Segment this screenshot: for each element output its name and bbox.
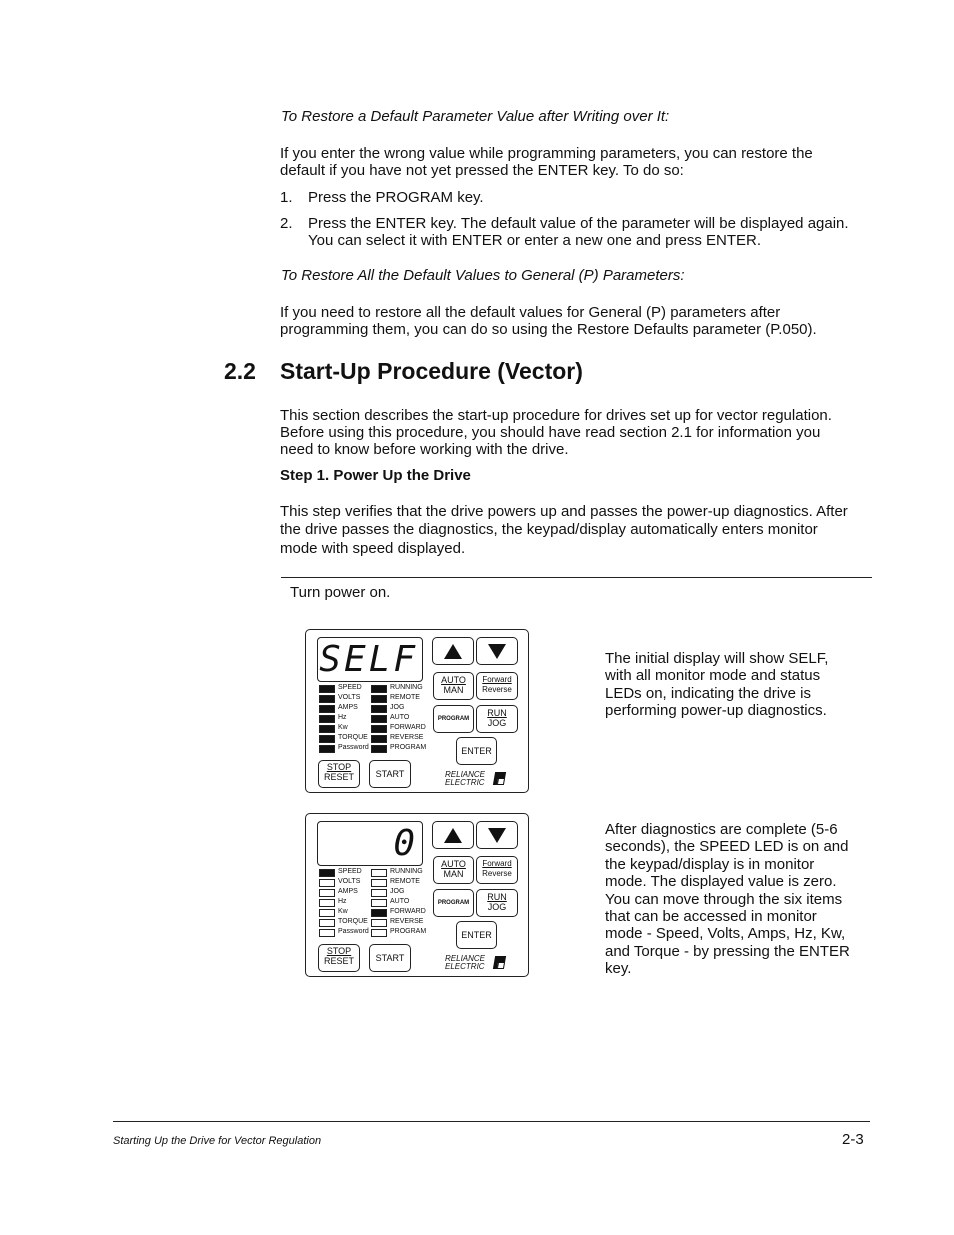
led-label: Password bbox=[338, 928, 369, 935]
logo-box-icon bbox=[497, 778, 505, 785]
led-label: VOLTS bbox=[338, 694, 361, 701]
list-number: 1. bbox=[280, 189, 293, 206]
logo-text: ELECTRIC bbox=[445, 778, 485, 787]
run-jog-button[interactable] bbox=[476, 705, 518, 733]
status-led bbox=[371, 879, 387, 887]
down-arrow-button[interactable] bbox=[476, 637, 518, 665]
led-label: FORWARD bbox=[390, 724, 426, 731]
intro-line: This section describes the start-up procedure for drives set up for vector regulation. bbox=[280, 407, 832, 424]
list-text: Press the ENTER key. The default value of the parameter will be displayed again. bbox=[308, 215, 849, 232]
led-label: VOLTS bbox=[338, 878, 361, 885]
status-led bbox=[319, 919, 335, 927]
divider bbox=[281, 577, 872, 578]
led-label: AMPS bbox=[338, 888, 358, 895]
status-led bbox=[371, 919, 387, 927]
list-text: Press the PROGRAM key. bbox=[308, 189, 484, 206]
caption-line: mode - Speed, Volts, Amps, Hz, Kw, bbox=[605, 925, 846, 943]
step-heading: Step 1. Power Up the Drive bbox=[280, 467, 471, 484]
status-led bbox=[319, 695, 335, 703]
auto-label: AUTO bbox=[441, 675, 466, 685]
led-label: REMOTE bbox=[390, 694, 420, 701]
led-label: TORQUE bbox=[338, 734, 368, 741]
enter-label: ENTER bbox=[461, 930, 492, 940]
status-led bbox=[319, 735, 335, 743]
jog-label: JOG bbox=[487, 902, 507, 912]
caption-line: seconds), the SPEED LED is on and bbox=[605, 838, 849, 856]
led-label: JOG bbox=[390, 704, 405, 711]
restore-one-heading: To Restore a Default Parameter Value after Writing over It: bbox=[281, 108, 670, 125]
reset-label: RESET bbox=[323, 772, 354, 782]
enter-button[interactable] bbox=[456, 737, 497, 765]
status-led bbox=[319, 685, 335, 693]
logo-mark-icon bbox=[493, 956, 506, 969]
keypad-figure bbox=[305, 813, 529, 977]
stop-reset-button[interactable] bbox=[318, 944, 360, 972]
logo-text: RELIANCE bbox=[445, 954, 486, 963]
status-led bbox=[319, 725, 335, 733]
caption-line: with all monitor mode and status bbox=[605, 667, 821, 685]
logo-mark-icon bbox=[493, 772, 506, 785]
status-led bbox=[319, 745, 335, 753]
caption-line: key. bbox=[605, 960, 632, 978]
list-text: You can select it with ENTER or enter a new one and press ENTER. bbox=[308, 232, 761, 249]
restore-all-heading: To Restore All the Default Values to General (P) Parameters: bbox=[281, 267, 685, 284]
section-number: 2.2 bbox=[224, 358, 256, 384]
led-label: JOG bbox=[390, 888, 405, 895]
led-label: TORQUE bbox=[338, 918, 368, 925]
led-label: SPEED bbox=[338, 684, 362, 691]
enter-button[interactable] bbox=[456, 921, 497, 949]
status-led bbox=[371, 725, 387, 733]
reverse-label: Reverse bbox=[482, 685, 512, 694]
restore-all-para-line: programming them, you can do so using the Restore Defaults parameter (P.050). bbox=[280, 321, 817, 338]
up-arrow-icon bbox=[444, 644, 462, 659]
stop-reset-button[interactable] bbox=[318, 760, 360, 788]
led-label: PROGRAM bbox=[390, 928, 427, 935]
status-led bbox=[371, 899, 387, 907]
status-led bbox=[371, 695, 387, 703]
status-led bbox=[371, 909, 387, 917]
display-readout: SELF bbox=[319, 639, 418, 680]
logo-box-icon bbox=[497, 962, 505, 969]
caption-line: mode. The displayed value is zero. bbox=[605, 873, 837, 891]
display-readout: 0 bbox=[393, 823, 418, 864]
forward-reverse-button[interactable] bbox=[476, 856, 518, 884]
status-led bbox=[371, 869, 387, 877]
footer-rule bbox=[113, 1121, 870, 1122]
auto-man-button[interactable] bbox=[433, 856, 474, 884]
restore-all-para-line: If you need to restore all the default values for General (P) parameters after bbox=[280, 304, 781, 321]
status-led bbox=[319, 899, 335, 907]
page-number: 2-3 bbox=[842, 1131, 864, 1148]
caption-line: performing power-up diagnostics. bbox=[605, 702, 827, 720]
up-arrow-button[interactable] bbox=[432, 821, 474, 849]
reset-label: RESET bbox=[323, 956, 354, 966]
status-led bbox=[371, 929, 387, 937]
down-arrow-button[interactable] bbox=[476, 821, 518, 849]
start-button[interactable] bbox=[369, 944, 411, 972]
caption-line: The initial display will show SELF, bbox=[605, 650, 829, 667]
status-led bbox=[319, 879, 335, 887]
led-label: FORWARD bbox=[390, 908, 426, 915]
list-number: 2. bbox=[280, 215, 293, 232]
forward-reverse-button[interactable] bbox=[476, 672, 518, 700]
enter-label: ENTER bbox=[461, 746, 492, 756]
program-button[interactable] bbox=[433, 705, 474, 733]
auto-label: AUTO bbox=[441, 859, 466, 869]
down-arrow-icon bbox=[488, 644, 506, 659]
start-label: START bbox=[375, 769, 405, 779]
led-label: REMOTE bbox=[390, 878, 420, 885]
status-led bbox=[319, 929, 335, 937]
status-led bbox=[319, 869, 335, 877]
down-arrow-icon bbox=[488, 828, 506, 843]
keypad-display bbox=[317, 637, 423, 682]
run-label: RUN bbox=[487, 892, 507, 902]
status-led bbox=[371, 745, 387, 753]
forward-label: Forward bbox=[482, 675, 512, 684]
restore-one-para-line: default if you have not yet pressed the ENTER key. To do so: bbox=[280, 162, 684, 179]
status-led bbox=[371, 715, 387, 723]
intro-line: Before using this procedure, you should have read section 2.1 for information you bbox=[280, 424, 821, 441]
auto-man-button[interactable] bbox=[433, 672, 474, 700]
led-label: Hz bbox=[338, 898, 347, 905]
reliance-electric-logo bbox=[445, 771, 485, 787]
led-label: Hz bbox=[338, 714, 347, 721]
led-label: REVERSE bbox=[390, 734, 424, 741]
status-led bbox=[319, 705, 335, 713]
up-arrow-icon bbox=[444, 828, 462, 843]
program-label: PROGRAM bbox=[437, 716, 470, 722]
reliance-electric-logo bbox=[445, 955, 485, 971]
action-text: Turn power on. bbox=[290, 584, 391, 601]
run-jog-button[interactable] bbox=[476, 889, 518, 917]
led-label: AMPS bbox=[338, 704, 358, 711]
led-label: SPEED bbox=[338, 868, 362, 875]
step-para-line: This step verifies that the drive powers up and passes the power-up diagnostics. After bbox=[280, 503, 848, 520]
step-para-line: the drive passes the diagnostics, the keypad/display automatically enters monitor bbox=[280, 521, 818, 538]
caption-line: the keypad/display is in monitor bbox=[605, 855, 815, 873]
man-label: MAN bbox=[443, 869, 464, 879]
caption-line: You can move through the six items bbox=[605, 890, 843, 908]
status-led bbox=[371, 735, 387, 743]
section-title: Start-Up Procedure (Vector) bbox=[280, 358, 583, 384]
status-led bbox=[319, 889, 335, 897]
intro-line: need to know before working with the drive. bbox=[280, 441, 569, 458]
caption-line: and Torque - by pressing the ENTER bbox=[605, 942, 850, 960]
status-led bbox=[371, 889, 387, 897]
footer-title: Starting Up the Drive for Vector Regulation bbox=[113, 1135, 322, 1147]
led-label: Kw bbox=[338, 724, 348, 731]
jog-label: JOG bbox=[487, 718, 507, 728]
start-button[interactable] bbox=[369, 760, 411, 788]
program-button[interactable] bbox=[433, 889, 474, 917]
logo-text: RELIANCE bbox=[445, 770, 486, 779]
led-label: AUTO bbox=[390, 714, 410, 721]
caption-line: After diagnostics are complete (5-6 bbox=[605, 821, 838, 838]
caption-line: LEDs on, indicating the drive is bbox=[605, 684, 811, 702]
man-label: MAN bbox=[443, 685, 464, 695]
step-para-line: mode with speed displayed. bbox=[280, 540, 466, 557]
forward-label: Forward bbox=[482, 859, 512, 868]
status-led bbox=[319, 715, 335, 723]
caption-line: that can be accessed in monitor bbox=[605, 908, 817, 925]
stop-label: STOP bbox=[326, 762, 352, 772]
program-label: PROGRAM bbox=[437, 900, 470, 906]
status-led bbox=[371, 705, 387, 713]
led-label: RUNNING bbox=[390, 868, 423, 875]
led-label: REVERSE bbox=[390, 918, 424, 925]
led-label: Password bbox=[338, 744, 369, 751]
led-label: Kw bbox=[338, 908, 348, 915]
start-label: START bbox=[375, 953, 405, 963]
logo-text: ELECTRIC bbox=[445, 962, 485, 971]
status-led bbox=[371, 685, 387, 693]
keypad-display bbox=[317, 821, 423, 866]
reverse-label: Reverse bbox=[482, 869, 512, 878]
led-label: PROGRAM bbox=[390, 744, 427, 751]
stop-label: STOP bbox=[326, 946, 352, 956]
up-arrow-button[interactable] bbox=[432, 637, 474, 665]
restore-one-para-line: If you enter the wrong value while programming parameters, you can restore the bbox=[280, 145, 813, 162]
led-label: AUTO bbox=[390, 898, 410, 905]
keypad-figure bbox=[305, 629, 529, 793]
led-label: RUNNING bbox=[390, 684, 423, 691]
status-led bbox=[319, 909, 335, 917]
run-label: RUN bbox=[487, 708, 507, 718]
